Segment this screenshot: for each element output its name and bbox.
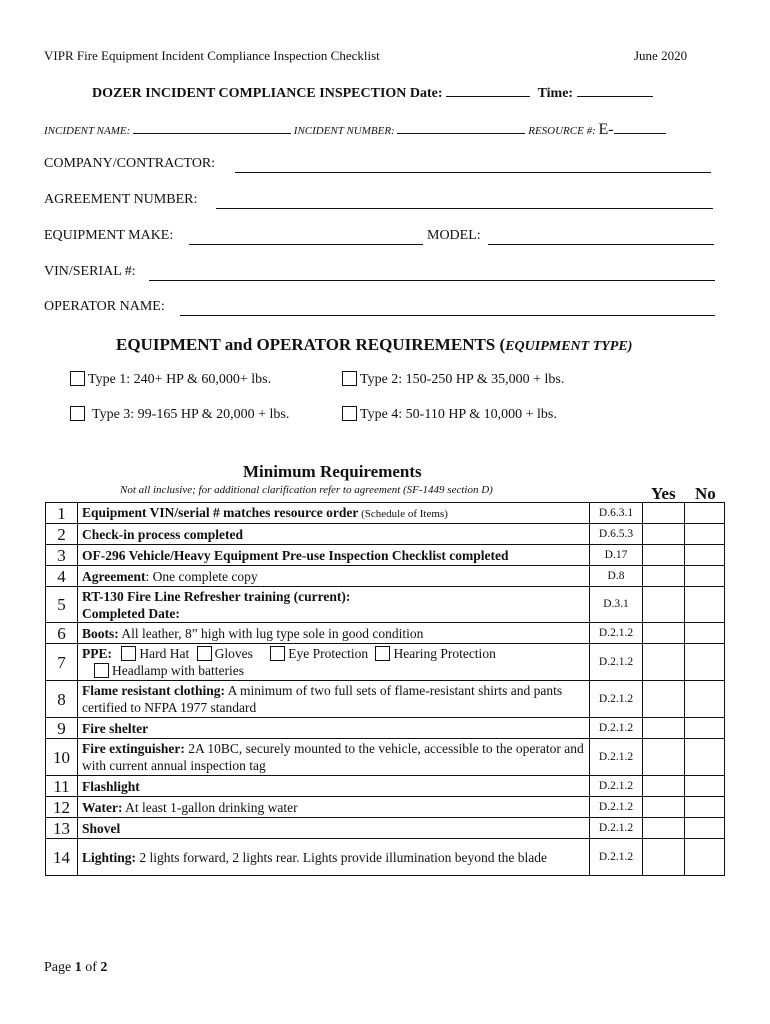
row-yes-cell[interactable] bbox=[643, 503, 685, 524]
row-number: 10 bbox=[46, 739, 78, 776]
row-yes-cell[interactable] bbox=[643, 566, 685, 587]
row-yes-cell[interactable] bbox=[643, 524, 685, 545]
operator-label: OPERATOR NAME: bbox=[44, 299, 165, 314]
row-text: : One complete copy bbox=[145, 568, 258, 584]
ppe-hearing-protection-checkbox[interactable] bbox=[375, 646, 390, 661]
row-bold-text: Check-in process completed bbox=[82, 526, 243, 542]
row-bold-text: Flame resistant clothing: bbox=[82, 683, 225, 698]
type-1-label: Type 1: 240+ HP & 60,000+ lbs. bbox=[88, 372, 272, 387]
resource-prefix: E- bbox=[598, 121, 614, 138]
row-number: 11 bbox=[46, 776, 78, 797]
row-bold-text: OF-296 Vehicle/Heavy Equipment Pre-use Inspection Checklist completed bbox=[82, 547, 509, 563]
table-row bbox=[46, 566, 725, 587]
row-reference: D.6.3.1 bbox=[590, 503, 643, 524]
completed-date-label: Completed Date: bbox=[82, 605, 180, 621]
page-number bbox=[44, 960, 107, 976]
ppe-hard-hat-checkbox[interactable] bbox=[121, 646, 136, 661]
row-reference: D.3.1 bbox=[590, 587, 643, 623]
row-bold-text: Water: bbox=[82, 799, 123, 815]
type-1-checkbox[interactable] bbox=[70, 371, 85, 386]
row-reference: D.2.1.2 bbox=[590, 739, 643, 776]
row-description bbox=[78, 503, 590, 524]
ppe-gloves-option[interactable] bbox=[197, 646, 253, 661]
row-yes-cell[interactable] bbox=[643, 776, 685, 797]
table-row bbox=[46, 545, 725, 566]
row-number: 2 bbox=[46, 524, 78, 545]
company-label: COMPANY/CONTRACTOR: bbox=[44, 156, 216, 171]
row-description bbox=[78, 818, 590, 839]
row-reference: D.2.1.2 bbox=[590, 818, 643, 839]
ppe-hearing-protection-option[interactable] bbox=[375, 646, 495, 661]
document-header-title: VIPR Fire Equipment Incident Compliance Inspection Checklist bbox=[44, 48, 380, 63]
row-description bbox=[78, 739, 590, 776]
minimum-requirements-note: Not all inclusive; for additional clarification refer to agreement (SF-1449 section D) bbox=[120, 484, 493, 496]
row-bold-text: Boots: bbox=[82, 625, 119, 641]
row-number: 9 bbox=[46, 718, 78, 739]
table-row bbox=[46, 623, 725, 644]
row-reference: D.2.1.2 bbox=[590, 623, 643, 644]
row-no-cell[interactable] bbox=[685, 587, 725, 623]
row-no-cell[interactable] bbox=[685, 681, 725, 718]
row-yes-cell[interactable] bbox=[643, 545, 685, 566]
ppe-gloves-checkbox[interactable] bbox=[197, 646, 212, 661]
vin-field[interactable] bbox=[149, 280, 715, 281]
row-reference: D.6.5.3 bbox=[590, 524, 643, 545]
row-yes-cell[interactable] bbox=[643, 587, 685, 623]
row-number: 7 bbox=[46, 644, 78, 681]
row-description bbox=[78, 718, 590, 739]
row-no-cell[interactable] bbox=[685, 644, 725, 681]
row-yes-cell[interactable] bbox=[643, 818, 685, 839]
row-description bbox=[78, 776, 590, 797]
table-row bbox=[46, 644, 725, 681]
type-1-option[interactable] bbox=[70, 371, 271, 388]
ppe-headlamp-label: Headlamp with batteries bbox=[112, 663, 244, 678]
row-description bbox=[78, 644, 590, 681]
row-no-cell[interactable] bbox=[685, 623, 725, 644]
agreement-field[interactable] bbox=[216, 208, 713, 209]
row-bold-text: Fire extinguisher: bbox=[82, 741, 185, 756]
incident-name-field[interactable] bbox=[133, 119, 291, 134]
row-no-cell[interactable] bbox=[685, 503, 725, 524]
row-description bbox=[78, 681, 590, 718]
row-no-cell[interactable] bbox=[685, 839, 725, 876]
requirements-title-italic: EQUIPMENT TYPE) bbox=[505, 339, 633, 354]
row-number: 6 bbox=[46, 623, 78, 644]
vin-label: VIN/SERIAL #: bbox=[44, 264, 136, 279]
row-number: 14 bbox=[46, 839, 78, 876]
row-reference: D.2.1.2 bbox=[590, 797, 643, 818]
row-number: 1 bbox=[46, 503, 78, 524]
row-no-cell[interactable] bbox=[685, 718, 725, 739]
row-text: 2A 10BC, securely mounted to the vehicle, accessible to the operator and with current annual inspection tag bbox=[82, 741, 584, 773]
time-label: Time: bbox=[537, 86, 574, 101]
row-bold-text: PPE: bbox=[82, 646, 112, 661]
table-row bbox=[46, 524, 725, 545]
row-text: A minimum of two full sets of flame-resistant shirts and pants certified to NFPA 1977 standard bbox=[82, 683, 563, 715]
row-text: All leather, 8” high with lug type sole in good condition bbox=[118, 625, 424, 641]
yes-column-header: Yes bbox=[651, 484, 676, 503]
row-no-cell[interactable] bbox=[685, 566, 725, 587]
table-row bbox=[46, 839, 725, 876]
row-bold-text: Shovel bbox=[82, 820, 121, 836]
row-yes-cell[interactable] bbox=[643, 718, 685, 739]
no-column-header: No bbox=[695, 484, 716, 503]
row-description bbox=[78, 623, 590, 644]
page-total: 2 bbox=[100, 960, 108, 975]
row-yes-cell[interactable] bbox=[643, 644, 685, 681]
row-description bbox=[78, 587, 590, 623]
row-yes-cell[interactable] bbox=[643, 681, 685, 718]
type-4-label: Type 4: 50-110 HP & 10,000 + lbs. bbox=[360, 407, 557, 422]
ppe-eye-protection-option[interactable] bbox=[270, 646, 368, 661]
table-row bbox=[46, 681, 725, 718]
row-bold-text: Lighting: bbox=[82, 849, 137, 865]
row-bold-text: Fire shelter bbox=[82, 720, 149, 736]
incident-number-label: INCIDENT NUMBER: bbox=[293, 125, 395, 137]
row-small-text: (Schedule of Items) bbox=[358, 507, 448, 520]
ppe-hearing-protection-label: Hearing Protection bbox=[393, 646, 496, 661]
date-label: Date: bbox=[409, 86, 443, 101]
agreement-label: AGREEMENT NUMBER: bbox=[44, 192, 198, 207]
row-yes-cell[interactable] bbox=[643, 839, 685, 876]
row-no-cell[interactable] bbox=[685, 545, 725, 566]
ppe-headlamp-option[interactable] bbox=[94, 663, 244, 678]
row-no-cell[interactable] bbox=[685, 776, 725, 797]
row-reference: D.2.1.2 bbox=[590, 839, 643, 876]
row-number: 12 bbox=[46, 797, 78, 818]
row-text: At least 1-gallon drinking water bbox=[122, 799, 298, 815]
table-row bbox=[46, 739, 725, 776]
row-yes-cell[interactable] bbox=[643, 739, 685, 776]
table-row bbox=[46, 797, 725, 818]
row-reference: D.2.1.2 bbox=[590, 718, 643, 739]
type-2-checkbox[interactable] bbox=[342, 371, 357, 386]
row-text: 2 lights forward, 2 lights rear. Lights provide illumination beyond the blade bbox=[136, 849, 547, 865]
page-of: of bbox=[81, 960, 101, 975]
row-yes-cell[interactable] bbox=[643, 623, 685, 644]
type-2-option[interactable] bbox=[342, 371, 564, 388]
resource-label: RESOURCE #: bbox=[528, 125, 596, 137]
model-label: MODEL: bbox=[427, 228, 481, 243]
row-number: 5 bbox=[46, 587, 78, 623]
incident-name-label: INCIDENT NAME: bbox=[44, 125, 131, 137]
table-row bbox=[46, 718, 725, 739]
row-no-cell[interactable] bbox=[685, 524, 725, 545]
table-row bbox=[46, 818, 725, 839]
row-no-cell[interactable] bbox=[685, 739, 725, 776]
make-field[interactable] bbox=[189, 244, 423, 245]
type-3-label: Type 3: 99-165 HP & 20,000 + lbs. bbox=[92, 407, 290, 422]
row-reference: D.17 bbox=[590, 545, 643, 566]
row-description bbox=[78, 545, 590, 566]
page-current: 1 bbox=[74, 960, 82, 975]
row-reference: D.2.1.2 bbox=[590, 681, 643, 718]
type-4-checkbox[interactable] bbox=[342, 406, 357, 421]
row-number: 8 bbox=[46, 681, 78, 718]
ppe-hard-hat-label: Hard Hat bbox=[139, 646, 190, 661]
operator-field[interactable] bbox=[180, 315, 715, 316]
type-3-option[interactable] bbox=[70, 406, 289, 423]
row-bold-text: Flashlight bbox=[82, 778, 140, 794]
row-reference: D.8 bbox=[590, 566, 643, 587]
ppe-gloves-label: Gloves bbox=[214, 646, 253, 661]
requirements-title-text: EQUIPMENT and OPERATOR REQUIREMENTS ( bbox=[116, 335, 506, 354]
document-date: June 2020 bbox=[634, 48, 688, 63]
ppe-hard-hat-option[interactable] bbox=[121, 646, 189, 661]
row-no-cell[interactable] bbox=[685, 797, 725, 818]
inspection-title: DOZER INCIDENT COMPLIANCE INSPECTION bbox=[92, 86, 407, 101]
page-prefix: Page bbox=[44, 960, 75, 975]
row-description bbox=[78, 797, 590, 818]
row-yes-cell[interactable] bbox=[643, 797, 685, 818]
ppe-eye-protection-label: Eye Protection bbox=[288, 646, 369, 661]
model-field[interactable] bbox=[488, 244, 714, 245]
type-4-option[interactable] bbox=[342, 406, 557, 423]
inspection-title-line bbox=[92, 82, 653, 102]
table-row bbox=[46, 503, 725, 524]
row-description bbox=[78, 524, 590, 545]
make-label: EQUIPMENT MAKE: bbox=[44, 228, 174, 243]
table-row bbox=[46, 587, 725, 623]
row-number: 3 bbox=[46, 545, 78, 566]
incident-line bbox=[44, 119, 666, 139]
row-bold-text: Equipment VIN/serial # matches resource order bbox=[82, 504, 359, 520]
row-description bbox=[78, 839, 590, 876]
row-bold-text: RT-130 Fire Line Refresher training (current): bbox=[82, 588, 351, 604]
row-reference: D.2.1.2 bbox=[590, 776, 643, 797]
requirements-table bbox=[45, 502, 725, 876]
row-no-cell[interactable] bbox=[685, 818, 725, 839]
table-row bbox=[46, 776, 725, 797]
ppe-headlamp-checkbox[interactable] bbox=[94, 663, 109, 678]
incident-number-field[interactable] bbox=[397, 119, 525, 134]
type-2-label: Type 2: 150-250 HP & 35,000 + lbs. bbox=[360, 372, 565, 387]
row-number: 4 bbox=[46, 566, 78, 587]
minimum-requirements-title: Minimum Requirements bbox=[243, 462, 422, 481]
time-field[interactable] bbox=[577, 82, 653, 97]
company-field[interactable] bbox=[235, 172, 711, 173]
ppe-eye-protection-checkbox[interactable] bbox=[270, 646, 285, 661]
resource-number-field[interactable] bbox=[614, 119, 666, 134]
row-description bbox=[78, 566, 590, 587]
date-field[interactable] bbox=[446, 82, 530, 97]
requirements-section-title bbox=[116, 335, 632, 355]
type-3-checkbox[interactable] bbox=[70, 406, 85, 421]
row-reference: D.2.1.2 bbox=[590, 644, 643, 681]
row-bold-text: Agreement bbox=[82, 568, 146, 584]
row-number: 13 bbox=[46, 818, 78, 839]
